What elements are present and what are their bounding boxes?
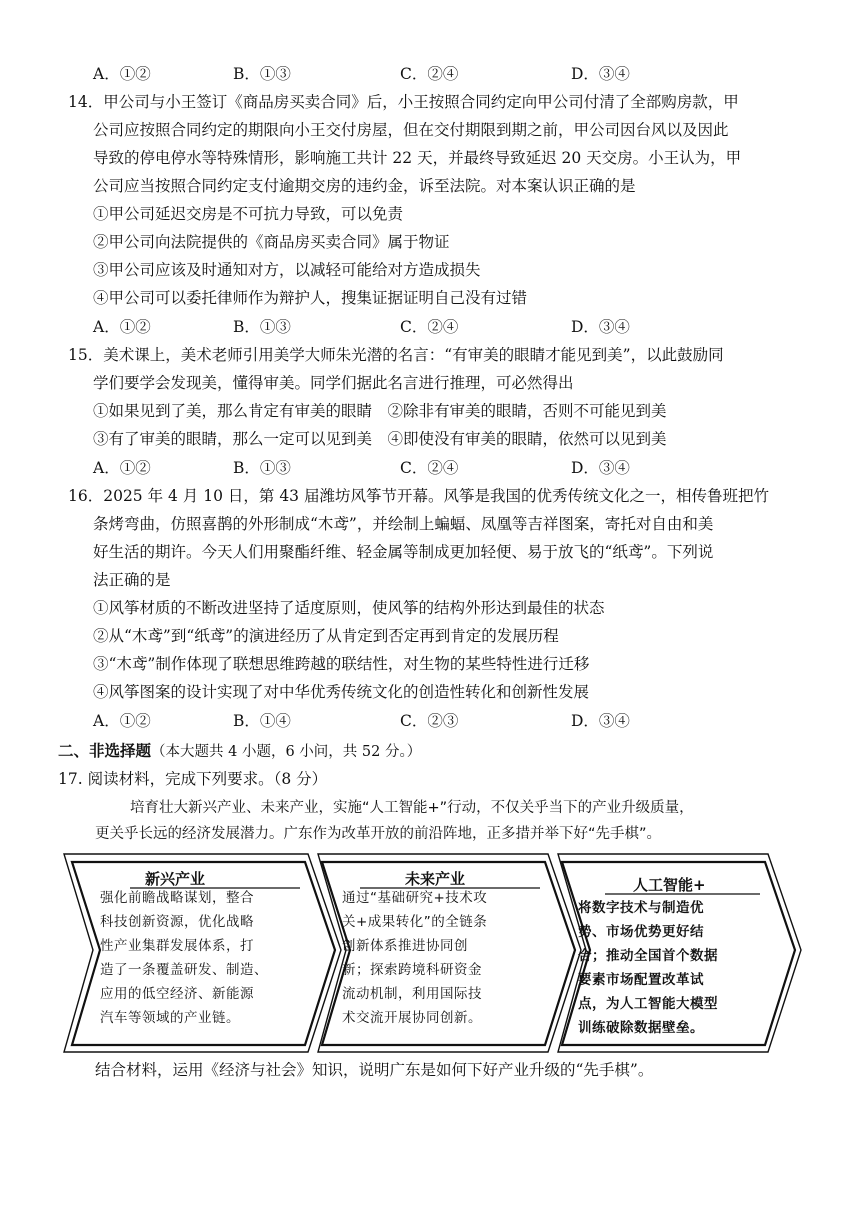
box-1-line: 强化前瞻战略谋划，整合 xyxy=(100,890,254,906)
option-c: C．②④ xyxy=(400,65,459,83)
box-3-line: 点，为人工智能大模型 xyxy=(578,996,718,1012)
q15-stem-line-1: 15．美术课上，美术老师引用美学大师朱光潜的名言：“有审美的眼睛才能见到美”，以此鼓励同 xyxy=(68,346,724,364)
option-a: A．①② xyxy=(93,318,151,336)
box-3-text xyxy=(578,896,718,1040)
box-2-line: 新；探索跨境科研资金 xyxy=(342,962,482,978)
q14-stem-line-2: 公司应按照合同约定的期限向小王交付房屋，但在交付期限到期之前，甲公司因台风以及因此 xyxy=(93,121,729,139)
option-b: B．①③ xyxy=(233,65,291,83)
section-heading xyxy=(58,741,421,762)
q16-item-2: ②从“木鸢”到“纸鸢”的演进经历了从肯定到否定再到肯定的发展历程 xyxy=(93,627,559,645)
box-2-line: 流动机制，利用国际技 xyxy=(342,986,482,1002)
box-1-line: 应用的低空经济、新能源 xyxy=(100,986,254,1002)
q15-items-row-2: ③有了审美的眼睛，那么一定可以见到美 ④即使没有审美的眼睛，依然可以见到美 xyxy=(93,430,667,448)
box-3-line: 要素市场配置改革试 xyxy=(578,972,704,988)
box-1-line: 汽车等领域的产业链。 xyxy=(100,1010,240,1026)
option-b: B．①③ xyxy=(233,459,291,477)
q16-stem-line-1: 16．2025 年 4 月 10 日，第 43 届潍坊风筝节开幕。风筝是我国的优秀传统文化之一，相传鲁班把竹 xyxy=(68,487,769,505)
option-c: C．②③ xyxy=(400,712,459,730)
q16-item-3: ③“木鸢”制作体现了联想思维跨越的联结性，对生物的某些特性进行迁移 xyxy=(93,655,590,673)
q14-item-1: ①甲公司延迟交房是不可抗力导致，可以免责 xyxy=(93,205,404,223)
q17-title: 17. 阅读材料，完成下列要求。（8 分） xyxy=(58,770,328,788)
box-3-title: 人工智能+ xyxy=(633,876,706,894)
box-1-title: 新兴产业 xyxy=(145,870,206,888)
q17-material-line-1: 培育壮大新兴产业、未来产业，实施“人工智能+”行动，不仅关乎当下的产业升级质量， xyxy=(130,800,694,816)
q17-material-line-2: 更关乎长远的经济发展潜力。广东作为改革开放的前沿阵地，正多措并举下好“先手棋”。 xyxy=(95,826,662,842)
q17-question: 结合材料，运用《经济与社会》知识，说明广东是如何下好产业升级的“先手棋”。 xyxy=(95,1061,654,1079)
q16-item-1: ①风筝材质的不断改进坚持了适度原则，使风筝的结构外形达到最佳的状态 xyxy=(93,599,605,617)
q16-stem-line-4: 法正确的是 xyxy=(93,571,171,589)
q14-stem-line-4: 公司应当按照合同约定支付逾期交房的违约金，诉至法院。对本案认识正确的是 xyxy=(93,177,636,195)
box-2-text xyxy=(342,886,487,1030)
box-1-line: 性产业集群发展体系，打 xyxy=(100,938,254,954)
q16-stem-line-2: 条烤弯曲，仿照喜鹊的外形制成“木鸢”，并绘制上蝙蝠、凤凰等吉祥图案，寄托对自由和美 xyxy=(93,515,714,533)
q14-item-2: ②甲公司向法院提供的《商品房买卖合同》属于物证 xyxy=(93,233,450,251)
q16-stem-line-3: 好生活的期许。今天人们用聚酯纤维、轻金属等制成更加轻便、易于放飞的“纸鸢”。下列说 xyxy=(93,543,714,561)
q14-item-4: ④甲公司可以委托律师作为辩护人，搜集证据证明自己没有过错 xyxy=(93,289,528,307)
section-title: 二、非选择题 xyxy=(58,741,152,760)
box-3-line: 将数字技术与制造优 xyxy=(578,900,704,916)
option-a: A．①② xyxy=(93,712,151,730)
box-2-line: 通过“基础研究+技术攻 xyxy=(342,890,488,906)
box-1-line: 造了一条覆盖研发、制造、 xyxy=(100,962,268,978)
q15-items-row-1: ①如果见到了美，那么肯定有审美的眼睛 ②除非有审美的眼睛，否则不可能见到美 xyxy=(93,402,667,420)
box-2-line: 术交流开展协同创新。 xyxy=(342,1010,482,1026)
option-d: D．③④ xyxy=(571,65,630,83)
option-b: B．①④ xyxy=(233,712,291,730)
q14-item-3: ③甲公司应该及时通知对方，以减轻可能给对方造成损失 xyxy=(93,261,481,279)
option-b: B．①③ xyxy=(233,318,291,336)
option-d: D．③④ xyxy=(571,459,630,477)
box-3-line: 训练破除数据壁垒。 xyxy=(578,1020,704,1036)
box-3-line: 合；推动全国首个数据 xyxy=(578,948,718,964)
option-c: C．②④ xyxy=(400,459,459,477)
q15-stem-line-2: 学们要学会发现美，懂得审美。同学们据此名言进行推理，可必然得出 xyxy=(93,374,574,392)
box-1-text xyxy=(100,886,268,1030)
option-d: D．③④ xyxy=(571,712,630,730)
box-1-line: 科技创新资源，优化战略 xyxy=(100,914,254,930)
q14-stem-line-3: 导致的停电停水等特殊情形，影响施工共计 22 天，并最终导致延迟 20 天交房。小王认为，甲 xyxy=(93,149,742,167)
box-2-line: 关+成果转化”的全链条 xyxy=(342,914,488,930)
option-a: A．①② xyxy=(93,65,151,83)
q16-item-4: ④风筝图案的设计实现了对中华优秀传统文化的创造性转化和创新性发展 xyxy=(93,683,590,701)
option-d: D．③④ xyxy=(571,318,630,336)
q14-stem-line-1: 14．甲公司与小王签订《商品房买卖合同》后，小王按照合同约定向甲公司付清了全部购房款，甲 xyxy=(68,93,739,111)
option-c: C．②④ xyxy=(400,318,459,336)
box-3-line: 势、市场优势更好结 xyxy=(578,924,704,940)
box-2-line: 创新体系推进协同创 xyxy=(342,938,468,954)
option-a: A．①② xyxy=(93,459,151,477)
box-2-title: 未来产业 xyxy=(405,870,466,888)
industry-diagram xyxy=(60,850,805,1055)
section-note: （本大题共 4 小题，6 小问，共 52 分。） xyxy=(151,744,422,760)
